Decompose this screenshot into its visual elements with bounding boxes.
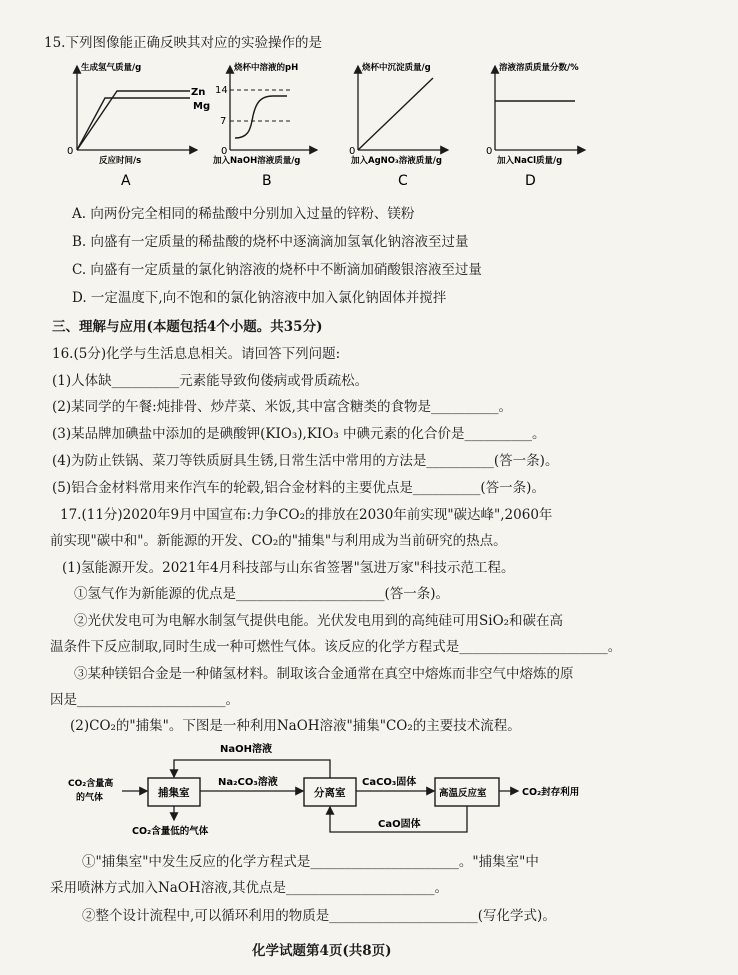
q17-sub2: (2)CO₂的"捕集"。下图是一种利用NaOH溶液"捕集"CO₂的主要技术流程。 [70,718,521,734]
q16-item-1: (1)人体缺__________元素能导致佝偻病或骨质疏松。 [52,373,369,389]
q17-sub1c-line2: 因是______________________。 [50,692,239,708]
q17-sub2a-line2: 采用喷淋方式加入NaOH溶液,其优点是______________________。 [50,880,448,896]
q17-line-1: 17.(11分)2020年9月中国宣布:力争CO₂的排放在2030年前实现"碳达峰",2060年 [60,507,553,523]
graph-b-tick-14: 14 [215,85,228,96]
q15-option-b: B. 向盛有一定质量的稀盐酸的烧杯中逐滴滴加氢氧化钠溶液至过量 [72,234,469,250]
graph-c-origin: 0 [349,146,356,157]
q17-sub2b: ②整个设计流程中,可以循环利用的物质是______________________(写化学式)。 [82,908,556,924]
input-gas-label-1: CO₂含量高 [68,779,114,789]
curve-ph [235,96,287,138]
graph-d [486,62,585,189]
graph-a-label: A [121,173,131,189]
q17-sub1b-line2: 温条件下反应制取,同时生成一种可燃性气体。该反应的化学方程式是______________________。 [50,639,622,655]
input-gas-label-2: 的气体 [76,793,104,803]
q17-sub2a-line1: ①"捕集室"中发生反应的化学方程式是______________________。"捕集室"中 [82,854,539,870]
graph-b [212,62,317,189]
output-label: CO₂封存利用 [522,787,580,798]
naoh-label: NaOH溶液 [220,744,272,755]
q15-graphs [55,58,655,193]
q16-item-2: (2)某同学的午餐:炖排骨、炒芹菜、米饭,其中富含糖类的食物是__________。 [52,399,512,415]
q17-sub1c-line1: ③某种镁铝合金是一种储氢材料。制取该合金通常在真空中熔炼而非空气中熔炼的原 [74,666,574,682]
graph-a-xlabel: 反应时间/s [99,156,142,166]
q17-sub1b-line1: ②光伏发电可为电解水制氢气提供电能。光伏发电用到的高纯硅可用SiO₂和碳在高 [74,613,564,629]
graph-d-xlabel: 加入NaCl质量/g [497,156,563,166]
q16-item-5: (5)铝合金材料常用来作汽车的轮毂,铝合金材料的主要优点是__________(答一条)。 [52,480,545,496]
graph-c-xlabel: 加入AgNO₃溶液质量/g [351,156,442,166]
separation-room-label: 分离室 [314,787,346,799]
graph-b-tick-7: 7 [220,116,227,127]
curve-zn [77,91,190,150]
capture-room-label: 捕集室 [158,787,190,799]
section-3-heading: 三、理解与应用(本题包括4个小题。共35分) [52,319,323,335]
graph-c-ylabel: 烧杯中沉淀质量/g [362,63,431,73]
q17-line-2: 前实现"碳中和"。新能源的开发、CO₂的"捕集"与利用成为当前研究的热点。 [50,533,507,549]
page-footer: 化学试题第4页(共8页) [252,943,392,959]
q16-item-4: (4)为防止铁锅、菜刀等铁质厨具生锈,日常生活中常用的方法是__________(答一条)。 [52,453,559,469]
na2co3-label: Na₂CO₃溶液 [218,777,278,788]
graph-a-ylabel: 生成氢气质量/g [81,63,142,73]
graph-d-ylabel: 溶液溶质质量分数/% [499,63,579,73]
graph-b-ylabel: 烧杯中溶液的pH [234,63,299,73]
graph-a-origin: 0 [67,146,74,157]
high-temp-reactor-label: 高温反应室 [439,788,487,799]
curve-precipitate [358,78,433,150]
q15-option-a: A. 向两份完全相同的稀盐酸中分别加入过量的锌粉、镁粉 [72,206,415,222]
cao-label: CaO固体 [378,819,421,830]
graph-a-mg: Mg [193,101,211,112]
graph-c-label: C [398,173,408,189]
graph-b-origin: 0 [221,146,228,157]
graph-a [67,62,210,189]
q17-sub1a: ①氢气作为新能源的优点是______________________(答一条)。 [74,586,450,602]
q15-option-c: C. 向盛有一定质量的氯化钠溶液的烧杯中不断滴加硝酸银溶液至过量 [72,262,482,278]
q17-sub1: (1)氢能源开发。2021年4月科技部与山东省签署"氢进万家"科技示范工程。 [62,560,515,576]
capture-flow-diagram [60,738,660,843]
graph-b-xlabel: 加入NaOH溶液质量/g [213,156,301,166]
q15-option-d: D. 一定温度下,向不饱和的氯化钠溶液中加入氯化钠固体并搅拌 [72,290,447,306]
q16-item-3: (3)某品牌加碘盐中添加的是碘酸钾(KIO₃),KIO₃ 中碘元素的化合价是__________。 [52,426,546,442]
q16-stem: 16.(5分)化学与生活息息相关。请回答下列问题: [52,346,341,362]
q15-stem: 15.下列图像能正确反映其对应的实验操作的是 [44,35,322,51]
graph-a-zn: Zn [191,87,206,98]
low-co2-gas-label: CO₂含量低的气体 [132,826,209,837]
graph-b-label: B [262,173,272,189]
graph-d-label: D [525,173,536,189]
graph-d-origin: 0 [486,146,493,157]
graph-c [349,62,448,189]
caco3-label: CaCO₃固体 [362,777,417,788]
